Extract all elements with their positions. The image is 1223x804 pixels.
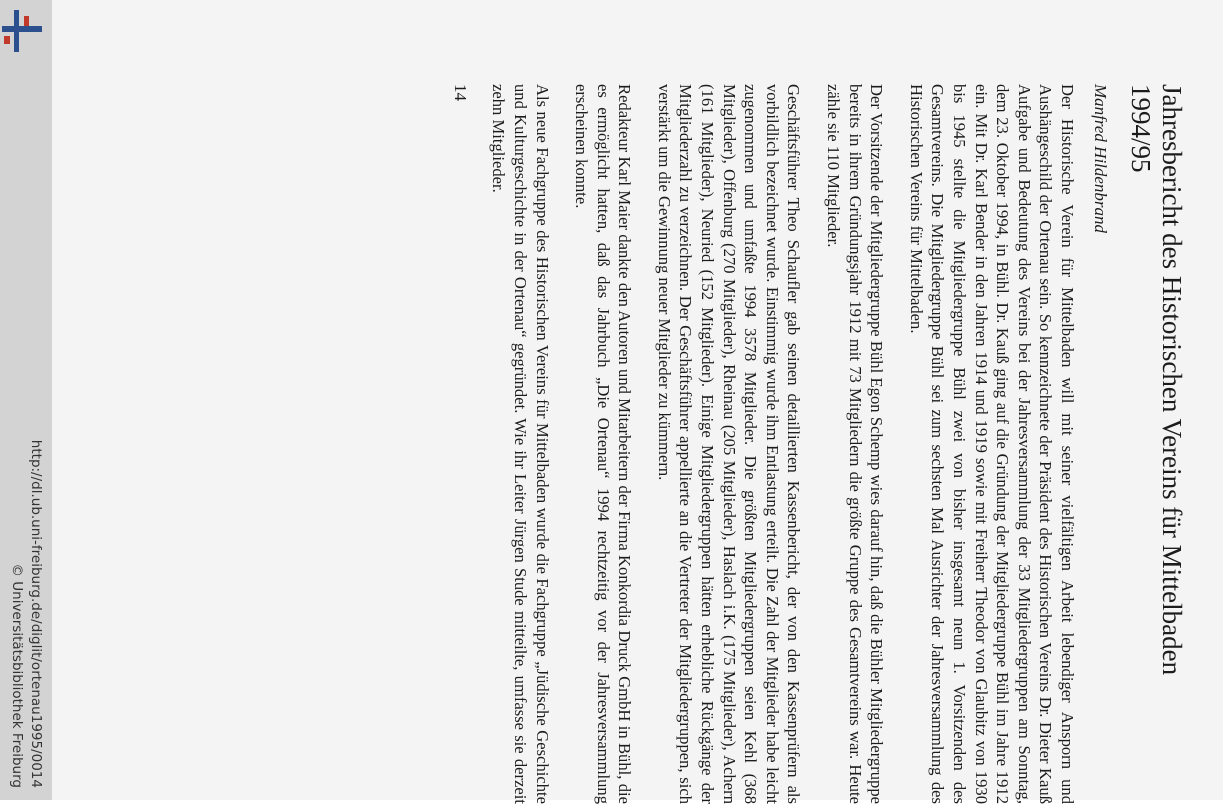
article-author: Manfred Hildenbrand [1091,84,1110,234]
source-url[interactable]: http://dl.ub.uni-freiburg.de/diglit/ortenau1995/0014 [28,439,44,788]
paragraph-1: Der Historische Verein für Mittelbaden will mit seiner vielfältigen Arbeit lebendiger Ansporn und Aushängeschild der Ortenau sein. So kennzeichnete der Präsident des Historischen Vereins Dr. Dieter Kauß Aufgabe und Bedeutung des Vereins bei der Jahresversammlung der 33 Mitgliedergruppen am Sonntag, dem 23. Oktober 1994, in Bühl. Dr. Kauß ging auf die Gründung der Mitgliedergruppe Bühl im Jahre 1912 ein. Mit Dr. Karl Bender in den Jahren 1914 und 1919 sowie mit Freiherr Theodor von Glaubitz von 1930 bis 1945 stellte die Mitgliedergruppe Bühl zwei von bisher insgesamt neun 1. Vorsitzenden des Gesamtvereins. Die Mitgliedergruppe Bühl sei zum sechsten Mal Ausrichter der Jahresversammlung des Historischen Vereins für Mittelbaden. [906,84,1077,804]
paragraph-4: Redakteur Karl Maier dankte den Autoren und Mitarbeitern der Firma Konkordia Druck GmbH in Bühl, die es ermöglicht hatten, daß das Jahrbuch „Die Ortenau“ 1994 rechtzeitig vor der Jahresversammlung erscheinen konnte. [572,84,635,804]
paragraph-5: Als neue Fachgruppe des Historischen Vereins für Mittelbaden wurde die Fachgruppe „Jüdische Geschichte und Kulturgeschichte in der Ortenau“ gegründet. Wie ihr Leiter Jürgen Stude mitteilte, umfasse sie derzeit zehn Mitglieder. [489,84,552,804]
title-line-1: Jahresbericht des Historischen Vereins für Mittelbaden [1157,84,1187,676]
article-title [1125,84,1187,804]
page-content [87,84,1187,804]
paragraph-3: Geschäftsführer Theo Schaufler gab seinen detaillierten Kassenbericht, der von den Kassenprüfern als vorbildlich bezeichnet wurde. Einstimmig wurde ihm Entlastung erteilt. Die Zahl der Mitglieder habe leicht zugenommen und umfaßte 1994 3578 Mitglieder. Die größten Mitgliedergruppen seien Kehl (368 Mitglieder), Offenburg (270 Mitglieder), Rheinau (205 Mitglieder), Haslach i.K. (175 Mitglieder), Achern (161 Mitglieder), Neuried (152 Mitglieder). Einige Mitgliedergruppen hätten erhebliche Rückgänge der Mitgliederzahl zu verzeichnen. Der Geschäftsführer appellierte an die Vertreter der Mitgliedergruppen, sich verstärkt um die Gewinnung neuer Mitglieder zu kümmern. [654,84,804,804]
scanned-page [52,0,1223,804]
viewer-credits [0,0,52,800]
page-number: 14 [450,84,470,101]
copyright-notice: © Universitätsbibliothek Freiburg [9,563,25,788]
viewer-sidebar [0,0,52,800]
title-line-2: 1994/95 [1126,84,1156,173]
paragraph-2: Der Vorsitzende der Mitgliedergruppe Bühl Egon Schemp wies darauf hin, daß die Bühler Mitgliedergruppe bereits in ihrem Gründungsjahr 1912 mit 73 Mitgliedern die größte Gruppe des Gesamtvereins war. Heute zähle sie 110 Mitglieder. [824,84,887,804]
